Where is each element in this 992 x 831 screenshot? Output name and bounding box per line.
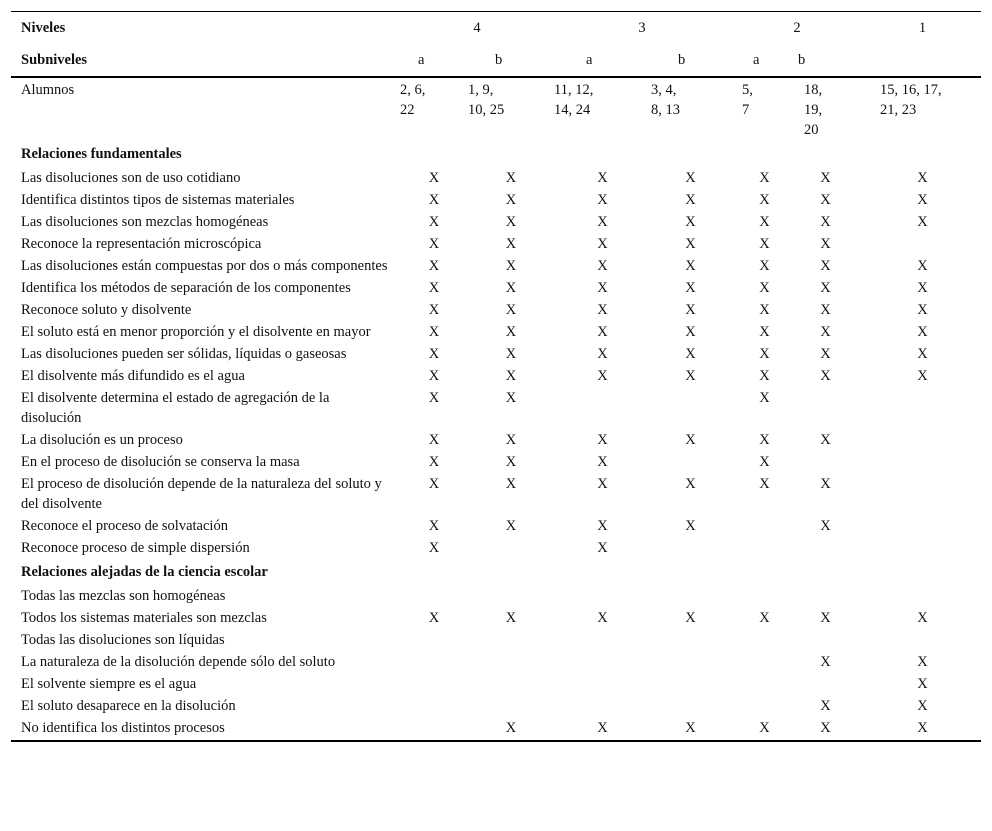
mark-cell: X	[917, 654, 928, 670]
mark-cell: X	[597, 518, 608, 534]
row-label: Todas las mezclas son homogéneas	[21, 588, 226, 604]
mark-cell: X	[820, 324, 831, 340]
mark-cell: X	[759, 346, 770, 362]
mark-cell: X	[759, 236, 770, 252]
section-title: Relaciones alejadas de la ciencia escolar	[21, 564, 268, 580]
mark-cell: X	[597, 192, 608, 208]
row-label: Las disoluciones son mezclas homogéneas	[21, 214, 269, 230]
mark-cell: X	[505, 214, 517, 230]
mark-cell: X	[917, 324, 928, 340]
mark-cell	[651, 538, 730, 560]
mark-cell: X	[428, 324, 440, 340]
mark-cell: X	[428, 476, 440, 492]
mark-cell: X	[917, 346, 928, 362]
mark-cell: X	[820, 170, 831, 186]
mark-cell	[864, 586, 981, 608]
table-row	[11, 674, 981, 696]
mark-cell: X	[759, 610, 770, 626]
student-numbers: 11, 12,	[554, 82, 594, 98]
mark-cell	[554, 586, 651, 608]
mark-cell	[787, 674, 864, 696]
table-row	[11, 718, 981, 741]
row-label: La naturaleza de la disolución depende sólo del soluto	[21, 654, 336, 670]
level-1: 1	[864, 12, 981, 45]
table-row	[11, 516, 981, 538]
mark-cell: X	[505, 346, 517, 362]
table-row	[11, 652, 981, 674]
mark-cell: X	[597, 236, 608, 252]
mark-cell: X	[428, 518, 440, 534]
mark-cell: X	[787, 718, 864, 741]
mark-cell: X	[597, 324, 608, 340]
mark-cell	[864, 474, 981, 516]
mark-cell: X	[759, 214, 770, 230]
row-label: Todas las disoluciones son líquidas	[21, 632, 225, 648]
student-numbers: 2, 6,	[400, 82, 426, 98]
student-numbers: 10, 25	[468, 102, 505, 118]
mark-cell: X	[820, 280, 831, 296]
student-numbers: 21, 23	[880, 102, 917, 118]
mark-cell: X	[759, 432, 770, 448]
mark-cell: X	[505, 170, 517, 186]
row-label: La disolución es un proceso	[21, 432, 183, 448]
mark-cell	[468, 696, 554, 718]
mark-cell: X	[505, 280, 517, 296]
table-row	[11, 696, 981, 718]
mark-cell: X	[685, 214, 696, 230]
mark-cell: X	[428, 432, 440, 448]
mark-cell: X	[505, 610, 517, 626]
mark-cell	[864, 452, 981, 474]
mark-cell	[651, 586, 730, 608]
mark-cell: X	[759, 302, 770, 318]
row-label: Las disoluciones están compuestas por dos o más componentes	[21, 258, 388, 274]
mark-cell: X	[820, 368, 831, 384]
level-2: 2	[730, 12, 864, 45]
mark-cell	[651, 674, 730, 696]
mark-cell: X	[759, 258, 770, 274]
mark-cell: X	[917, 280, 928, 296]
mark-cell: X	[820, 236, 831, 252]
row-label: Identifica distintos tipos de sistemas materiales	[21, 192, 295, 208]
mark-cell: X	[917, 698, 928, 714]
niveles-label: Niveles	[11, 12, 400, 45]
mark-cell: X	[820, 346, 831, 362]
mark-cell: X	[759, 192, 770, 208]
sublevel-1	[864, 44, 981, 77]
mark-cell: X	[759, 324, 770, 340]
student-group	[651, 77, 730, 142]
table-row	[11, 452, 981, 474]
levels-table	[11, 11, 981, 742]
mark-cell: X	[505, 454, 517, 470]
section-row	[11, 560, 981, 586]
mark-cell	[787, 388, 864, 430]
level-4: 4	[400, 12, 554, 45]
mark-cell	[554, 652, 651, 674]
mark-cell	[730, 674, 787, 696]
sublevel-2a: a	[730, 44, 787, 77]
student-numbers: 19,	[804, 102, 823, 118]
mark-cell: X	[685, 280, 696, 296]
mark-cell	[400, 696, 468, 718]
mark-cell: X	[820, 476, 831, 492]
mark-cell: X	[685, 518, 696, 534]
mark-cell: X	[759, 476, 770, 492]
table-row	[11, 190, 981, 212]
mark-cell: X	[428, 368, 440, 384]
mark-cell	[400, 674, 468, 696]
row-label: El soluto desaparece en la disolución	[21, 698, 236, 714]
student-group	[468, 77, 554, 142]
mark-cell: X	[820, 610, 831, 626]
mark-cell: X	[428, 302, 440, 318]
mark-cell	[468, 630, 554, 652]
level-3: 3	[554, 12, 730, 45]
mark-cell	[400, 718, 468, 741]
table-row	[11, 388, 981, 430]
mark-cell	[730, 630, 787, 652]
student-numbers: 5,	[742, 82, 753, 98]
section-row	[11, 142, 981, 168]
mark-cell: X	[917, 676, 928, 692]
mark-cell	[787, 630, 864, 652]
row-label: Las disoluciones pueden ser sólidas, líquidas o gaseosas	[21, 346, 347, 362]
mark-cell	[651, 630, 730, 652]
mark-cell: X	[505, 302, 517, 318]
sublevels-header-row	[11, 44, 981, 77]
mark-cell: X	[597, 170, 608, 186]
table-row	[11, 212, 981, 234]
mark-cell	[864, 388, 981, 430]
mark-cell: X	[597, 258, 608, 274]
table-row	[11, 608, 981, 630]
mark-cell	[468, 538, 554, 560]
mark-cell: X	[505, 476, 517, 492]
mark-cell: X	[820, 214, 831, 230]
student-group	[554, 77, 651, 142]
table-row	[11, 344, 981, 366]
student-numbers: 1, 9,	[468, 82, 494, 98]
mark-cell	[554, 674, 651, 696]
mark-cell: X	[597, 540, 608, 556]
mark-cell	[787, 538, 864, 560]
table-row	[11, 630, 981, 652]
sublevel-4a: a	[400, 44, 468, 77]
mark-cell: X	[820, 654, 831, 670]
mark-cell: X	[685, 610, 696, 626]
mark-cell: X	[917, 368, 928, 384]
mark-cell: X	[759, 390, 770, 406]
mark-cell: X	[864, 718, 981, 741]
table-row	[11, 300, 981, 322]
table-row	[11, 366, 981, 388]
table-row	[11, 474, 981, 516]
mark-cell	[864, 516, 981, 538]
mark-cell: X	[597, 454, 608, 470]
table-row	[11, 430, 981, 452]
mark-cell: X	[597, 280, 608, 296]
mark-cell: X	[820, 698, 831, 714]
mark-cell	[400, 630, 468, 652]
mark-cell	[651, 696, 730, 718]
row-label: Reconoce la representación microscópica	[21, 236, 262, 252]
table-row	[11, 168, 981, 190]
table-row	[11, 322, 981, 344]
student-numbers: 15, 16, 17,	[880, 82, 942, 98]
student-group	[787, 77, 864, 142]
mark-cell: X	[597, 346, 608, 362]
row-label: No identifica los distintos procesos	[11, 718, 400, 741]
row-label: El disolvente más difundido es el agua	[21, 368, 245, 384]
mark-cell: X	[428, 236, 440, 252]
mark-cell: X	[685, 170, 696, 186]
mark-cell: X	[505, 432, 517, 448]
mark-cell: X	[505, 368, 517, 384]
section-title: Relaciones fundamentales	[21, 146, 182, 162]
mark-cell	[651, 388, 730, 430]
mark-cell: X	[428, 214, 440, 230]
mark-cell: X	[554, 718, 651, 741]
mark-cell: X	[505, 390, 517, 406]
mark-cell	[554, 388, 651, 430]
student-group	[864, 77, 981, 142]
mark-cell: X	[820, 432, 831, 448]
subniveles-label: Subniveles	[11, 44, 400, 77]
mark-cell: X	[428, 390, 440, 406]
mark-cell	[651, 452, 730, 474]
sublevel-3a: a	[554, 44, 651, 77]
mark-cell: X	[759, 368, 770, 384]
mark-cell: X	[820, 258, 831, 274]
mark-cell: X	[428, 610, 440, 626]
mark-cell	[730, 538, 787, 560]
mark-cell: X	[759, 170, 770, 186]
row-label: Todos los sistemas materiales son mezclas	[21, 610, 267, 626]
mark-cell: X	[917, 170, 928, 186]
mark-cell: X	[428, 540, 440, 556]
row-label: Identifica los métodos de separación de los componentes	[21, 280, 351, 296]
alumnos-label: Alumnos	[21, 82, 75, 98]
mark-cell: X	[468, 718, 554, 741]
mark-cell: X	[685, 346, 696, 362]
student-numbers: 14, 24	[554, 102, 591, 118]
mark-cell: X	[917, 610, 928, 626]
mark-cell: X	[917, 258, 928, 274]
student-numbers: 3, 4,	[651, 82, 677, 98]
mark-cell: X	[685, 368, 696, 384]
mark-cell: X	[428, 346, 440, 362]
student-numbers: 7	[742, 102, 750, 118]
mark-cell: X	[505, 324, 517, 340]
row-label: El solvente siempre es el agua	[21, 676, 197, 692]
sublevel-2b: b	[787, 44, 864, 77]
mark-cell: X	[917, 302, 928, 318]
row-label: Reconoce el proceso de solvatación	[21, 518, 228, 534]
row-label: En el proceso de disolución se conserva la masa	[21, 454, 300, 470]
mark-cell	[554, 630, 651, 652]
mark-cell: X	[597, 432, 608, 448]
mark-cell: X	[685, 236, 696, 252]
row-label: El disolvente determina el estado de agregación de la disolución	[21, 390, 330, 426]
mark-cell	[864, 430, 981, 452]
mark-cell	[468, 652, 554, 674]
mark-cell	[787, 452, 864, 474]
table-row	[11, 256, 981, 278]
mark-cell: X	[428, 258, 440, 274]
mark-cell: X	[917, 214, 928, 230]
student-numbers: 18,	[804, 82, 823, 98]
sublevel-3b: b	[651, 44, 730, 77]
mark-cell: X	[759, 454, 770, 470]
mark-cell: X	[505, 192, 517, 208]
mark-cell	[864, 630, 981, 652]
mark-cell: X	[685, 432, 696, 448]
mark-cell: X	[730, 718, 787, 741]
mark-cell: X	[685, 192, 696, 208]
mark-cell	[468, 586, 554, 608]
student-numbers: 22	[400, 102, 415, 118]
mark-cell: X	[505, 518, 517, 534]
mark-cell	[730, 696, 787, 718]
mark-cell	[651, 652, 730, 674]
mark-cell	[730, 652, 787, 674]
table-row	[11, 234, 981, 256]
mark-cell: X	[685, 258, 696, 274]
mark-cell	[787, 586, 864, 608]
mark-cell	[864, 538, 981, 560]
mark-cell: X	[820, 302, 831, 318]
mark-cell: X	[428, 280, 440, 296]
mark-cell: X	[597, 476, 608, 492]
mark-cell: X	[917, 192, 928, 208]
row-label: El proceso de disolución depende de la naturaleza del soluto y del disolvente	[21, 476, 382, 512]
mark-cell: X	[428, 192, 440, 208]
mark-cell: X	[685, 476, 696, 492]
levels-header-row	[11, 12, 981, 45]
mark-cell: X	[651, 718, 730, 741]
row-label: Las disoluciones son de uso cotidiano	[21, 170, 241, 186]
mark-cell: X	[505, 258, 517, 274]
mark-cell	[468, 674, 554, 696]
mark-cell: X	[597, 302, 608, 318]
mark-cell: X	[820, 518, 831, 534]
mark-cell: X	[685, 302, 696, 318]
student-numbers: 8, 13	[651, 102, 680, 118]
table-row	[11, 538, 981, 560]
mark-cell: X	[597, 214, 608, 230]
mark-cell	[554, 696, 651, 718]
mark-cell	[400, 586, 468, 608]
mark-cell	[864, 234, 981, 256]
row-label: Reconoce soluto y disolvente	[21, 302, 192, 318]
mark-cell	[730, 516, 787, 538]
student-group	[730, 77, 787, 142]
table-row	[11, 586, 981, 608]
row-label: El soluto está en menor proporción y el disolvente en mayor	[21, 324, 371, 340]
mark-cell: X	[685, 324, 696, 340]
mark-cell: X	[428, 454, 440, 470]
mark-cell: X	[597, 368, 608, 384]
mark-cell	[730, 586, 787, 608]
mark-cell: X	[428, 170, 440, 186]
sublevel-4b: b	[468, 44, 554, 77]
mark-cell	[400, 652, 468, 674]
student-group	[400, 77, 468, 142]
mark-cell: X	[759, 280, 770, 296]
mark-cell: X	[505, 236, 517, 252]
mark-cell: X	[597, 610, 608, 626]
table-row	[11, 278, 981, 300]
alumnos-row	[11, 77, 981, 142]
row-label: Reconoce proceso de simple dispersión	[21, 540, 250, 556]
student-numbers: 20	[804, 122, 819, 138]
mark-cell: X	[820, 192, 831, 208]
